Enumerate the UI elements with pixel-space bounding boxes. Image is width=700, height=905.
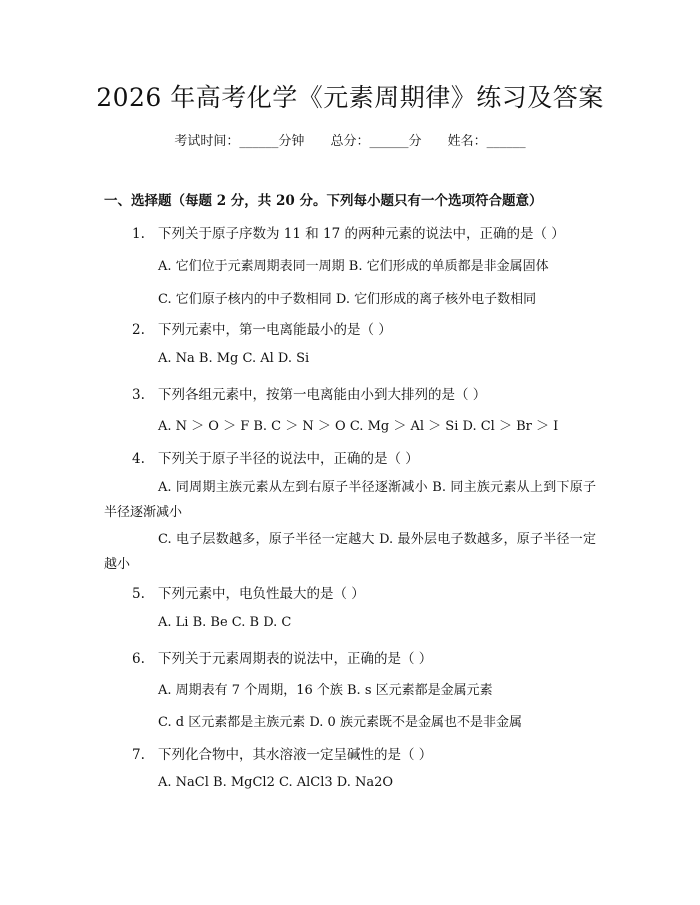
question-number: 5. — [132, 586, 145, 602]
question-stem: 下列化合物中，其水溶液一定呈碱性的是（ ） — [158, 747, 433, 763]
question-stem: 下列关于原子序数为 11 和 17 的两种元素的说法中，正确的是（ ） — [158, 226, 565, 242]
question-6-options-a-b: A. 周期表有 7 个周期，16 个族 B. s 区元素都是金属元素 — [158, 683, 493, 698]
question-stem: 下列关于元素周期表的说法中，正确的是（ ） — [158, 651, 433, 667]
question-number: 3. — [132, 387, 145, 403]
document-title: 2026 年高考化学《元素周期律》练习及答案 — [96, 83, 604, 112]
question-6-options-c-d: C. d 区元素都是主族元素 D. 0 族元素既不是金属也不是非金属 — [158, 715, 522, 730]
exam-time: 考试时间：______分钟 — [174, 134, 305, 149]
question-3-options: A. N ＞ O ＞ F B. C ＞ N ＞ O C. Mg ＞ Al ＞ Si D. Cl ＞ Br ＞ I — [158, 419, 559, 434]
exam-score: 总分：______分 — [330, 134, 422, 149]
question-4-options-c-d: C. 电子层数越多，原子半径一定越大 D. 最外层电子数越多，原子半径一定越小 — [104, 532, 596, 572]
exam-meta — [0, 130, 700, 149]
question-stem: 下列关于原子半径的说法中，正确的是（ ） — [158, 451, 419, 467]
question-stem: 下列元素中，第一电离能最小的是（ ） — [158, 322, 392, 338]
question-4 — [132, 447, 419, 467]
question-5 — [132, 582, 365, 602]
question-1 — [132, 222, 565, 242]
question-7-options: A. NaCl B. MgCl2 C. AlCl3 D. Na2O — [158, 775, 394, 790]
question-7 — [132, 743, 432, 763]
question-5-options: A. Li B. Be C. B D. C — [158, 615, 292, 630]
question-number: 4. — [132, 451, 145, 467]
question-2-options: A. Na B. Mg C. Al D. Si — [158, 351, 310, 366]
question-2 — [132, 318, 392, 338]
question-1-options-a-b: A. 它们位于元素周期表同一周期 B. 它们形成的单质都是非金属固体 — [158, 259, 549, 274]
question-1-options-c-d: C. 它们原子核内的中子数相同 D. 它们形成的离子核外电子数相同 — [158, 292, 537, 307]
question-4-options-a-b: A. 同周期主族元素从左到右原子半径逐渐减小 B. 同主族元素从上到下原子半径逐渐减小 — [104, 480, 596, 520]
question-6 — [132, 647, 432, 667]
question-stem: 下列各组元素中，按第一电离能由小到大排列的是（ ） — [158, 387, 487, 403]
section-heading: 一、选择题（每题 2 分，共 20 分。下列每小题只有一个选项符合题意） — [104, 193, 543, 209]
question-number: 7. — [132, 747, 145, 763]
question-number: 1. — [132, 226, 145, 242]
question-number: 6. — [132, 651, 145, 667]
question-3 — [132, 383, 486, 403]
exam-name: 姓名：______ — [447, 134, 526, 149]
question-number: 2. — [132, 322, 145, 338]
question-stem: 下列元素中，电负性最大的是（ ） — [158, 586, 365, 602]
